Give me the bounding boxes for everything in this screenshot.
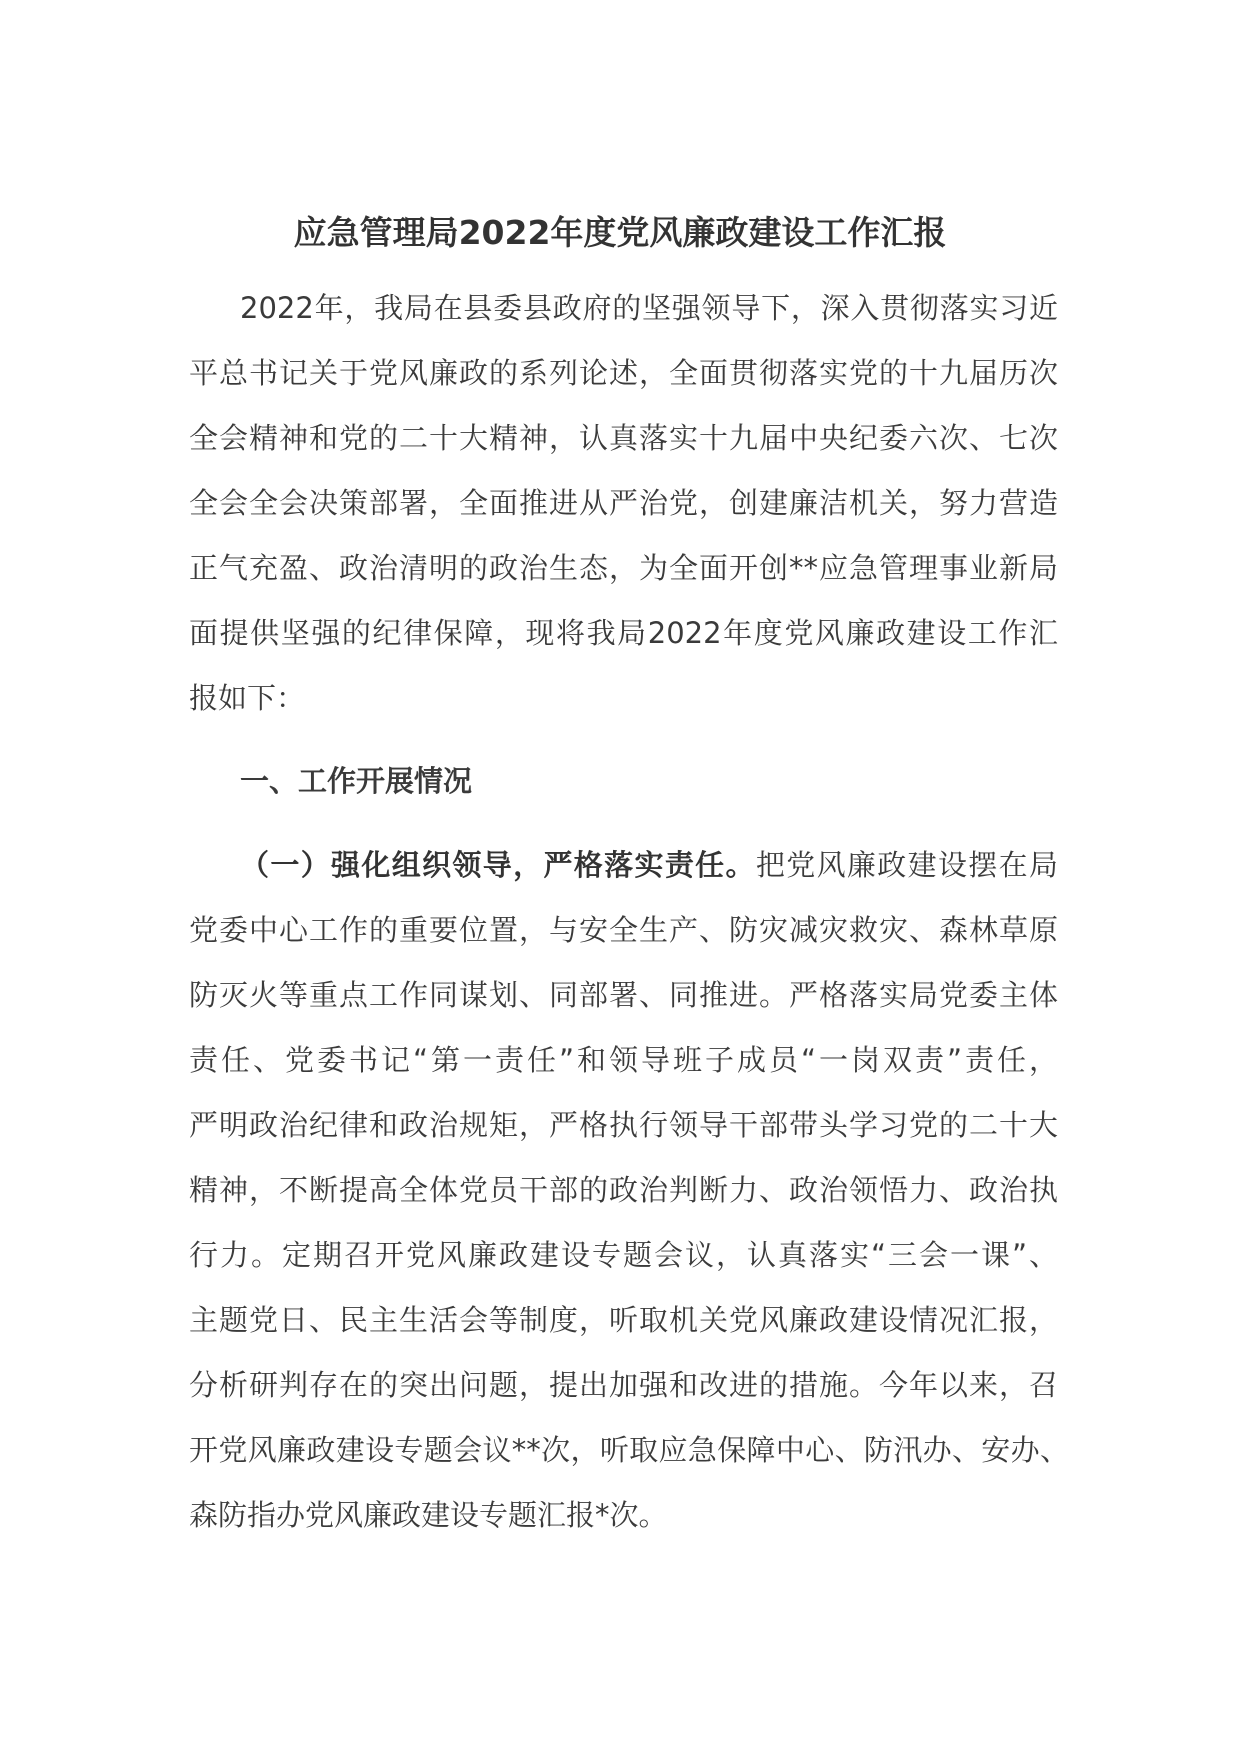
intro-line: 全会全会决策部署，全面推进从严治党，创建廉洁机关，努力营造 — [189, 486, 1058, 520]
body-line: 行力。定期召开党风廉政建设专题会议，认真落实“三会一课”、 — [189, 1238, 1058, 1272]
subsection-text: 把党风廉政建设摆在局 — [755, 848, 1058, 882]
intro-line: 平总书记关于党风廉政的系列论述，全面贯彻落实党的十九届历次 — [189, 356, 1058, 390]
intro-line: 2022年，我局在县委县政府的坚强领导下，深入贯彻落实习近 — [240, 291, 1058, 325]
subsection-heading: （一）强化组织领导，严格落实责任。 — [240, 848, 756, 882]
intro-line: 报如下： — [189, 681, 306, 715]
body-line: 党委中心工作的重要位置，与安全生产、防灾减灾救灾、森林草原 — [189, 913, 1058, 947]
document-title: 应急管理局2022年度党风廉政建设工作汇报 — [293, 213, 947, 252]
body-line: 分析研判存在的突出问题，提出加强和改进的措施。今年以来，召 — [189, 1368, 1058, 1402]
section-heading: 一、工作开展情况 — [240, 764, 473, 798]
body-line: 防灭火等重点工作同谋划、同部署、同推进。严格落实局党委主体 — [189, 978, 1058, 1012]
body-line: 森防指办党风廉政建设专题汇报*次。 — [189, 1498, 668, 1532]
body-line: 责任、党委书记“第一责任”和领导班子成员“一岗双责”责任， — [189, 1043, 1058, 1077]
subsection-first-line — [240, 845, 1058, 885]
intro-line: 全会精神和党的二十大精神，认真落实十九届中央纪委六次、七次 — [189, 421, 1058, 455]
intro-line: 面提供坚强的纪律保障，现将我局2022年度党风廉政建设工作汇 — [189, 616, 1058, 650]
body-line: 严明政治纪律和政治规矩，严格执行领导干部带头学习党的二十大 — [189, 1108, 1058, 1142]
body-line: 开党风廉政建设专题会议**次，听取应急保障中心、防汛办、安办、 — [189, 1433, 1069, 1467]
body-line: 主题党日、民主生活会等制度，听取机关党风廉政建设情况汇报， — [189, 1303, 1058, 1337]
intro-line: 正气充盈、政治清明的政治生态，为全面开创**应急管理事业新局 — [189, 551, 1058, 585]
body-line: 精神，不断提高全体党员干部的政治判断力、政治领悟力、政治执 — [189, 1173, 1058, 1207]
